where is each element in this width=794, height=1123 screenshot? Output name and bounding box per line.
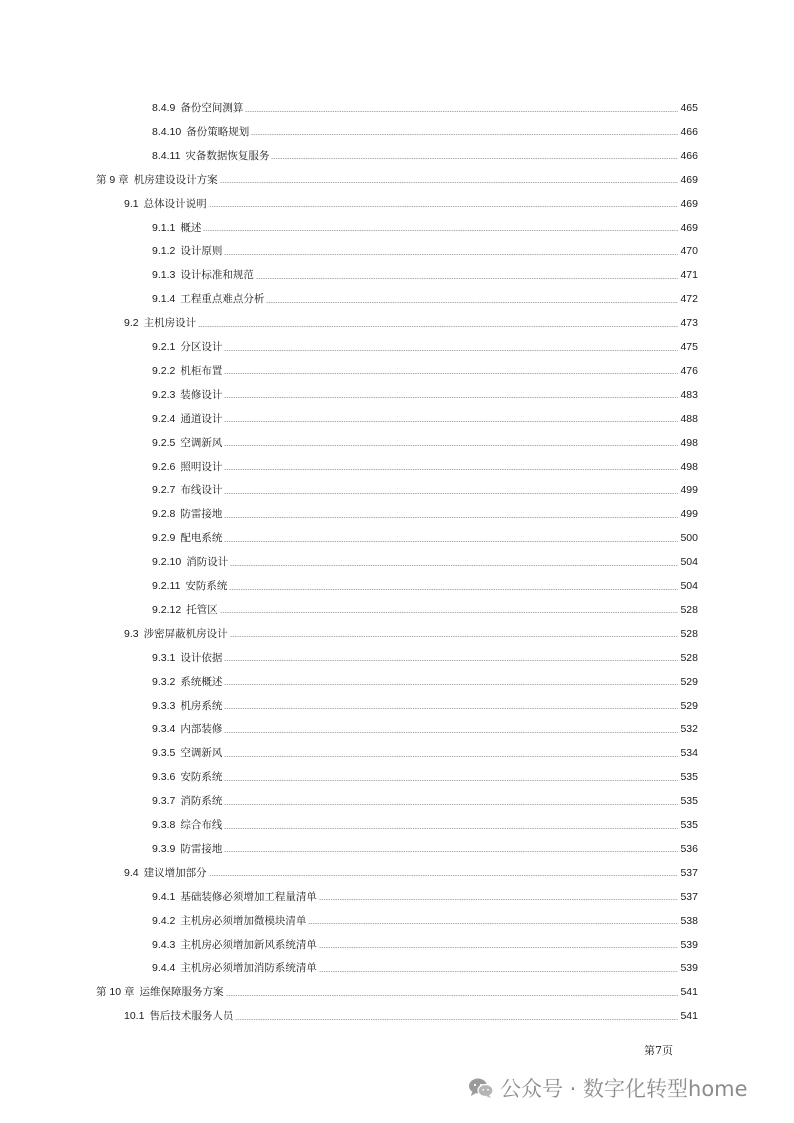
toc-entry-number: 9.3.2: [152, 675, 176, 688]
toc-entry-title: 布线设计: [180, 484, 223, 497]
toc-entry-page: 488: [680, 412, 698, 425]
toc-entry[interactable]: [152, 387, 698, 403]
toc-entry-title: 安防系统: [180, 771, 223, 784]
toc-entry-number: 9.2.3: [152, 388, 176, 401]
toc-entry-page: 536: [680, 842, 698, 855]
toc-entry-page: 539: [680, 938, 698, 951]
toc-entry-number: 9.3.7: [152, 795, 176, 808]
toc-entry[interactable]: [152, 124, 698, 140]
dot-leader: [224, 350, 678, 351]
toc-entry[interactable]: [152, 913, 698, 929]
dot-leader: [224, 828, 678, 829]
toc-entry-title: 涉密屏蔽机房设计: [143, 627, 228, 640]
toc-entry-page: 528: [680, 627, 698, 640]
dot-leader: [220, 612, 679, 613]
toc-entry-number: 9.2.1: [152, 341, 176, 353]
dot-leader: [319, 899, 679, 900]
toc-entry-page: 498: [680, 436, 698, 449]
dot-leader: [224, 756, 678, 757]
toc-entry-title: 防雷接地: [180, 508, 223, 521]
toc-entry[interactable]: [152, 291, 698, 307]
toc-entry-title: 基础装修必须增加工程量清单: [180, 890, 317, 903]
toc-entry-page: 476: [680, 364, 698, 377]
toc-entry[interactable]: [152, 363, 698, 379]
toc-entry-title: 总体设计说明: [143, 197, 207, 210]
toc-entry[interactable]: [96, 984, 698, 1000]
toc-entry-title: 备份策略规划: [186, 125, 250, 138]
toc-entry-page: 470: [680, 245, 698, 258]
dot-leader: [224, 684, 678, 685]
dot-leader: [224, 660, 678, 661]
dot-leader: [224, 469, 678, 470]
toc-entry[interactable]: [152, 602, 698, 618]
dot-leader: [224, 780, 678, 781]
toc-entry-number: 9.4: [124, 866, 139, 879]
toc-entry-title: 机房建设设计方案: [133, 173, 218, 186]
toc-entry-title: 空调新风: [180, 436, 223, 449]
toc-entry[interactable]: [152, 745, 698, 761]
toc-entry-title: 运维保障服务方案: [139, 986, 224, 999]
toc-entry-title: 工程重点难点分析: [180, 293, 265, 306]
dot-leader: [220, 182, 679, 183]
toc-entry-title: 空调新风: [180, 747, 223, 760]
toc-entry[interactable]: [152, 482, 698, 498]
toc-entry-number: 9.1.3: [152, 269, 176, 282]
dot-leader: [226, 995, 679, 996]
toc-entry-page: 471: [680, 269, 698, 282]
toc-entry-title: 机柜布置: [180, 364, 223, 377]
toc-entry-page: 535: [680, 819, 698, 831]
toc-entry-title: 安防系统: [185, 580, 228, 592]
toc-entry-number: 9.3.5: [152, 747, 176, 760]
toc-entry-number: 8.4.10: [152, 125, 182, 138]
toc-entry-number: 9.2.4: [152, 412, 176, 425]
dot-leader: [209, 206, 679, 207]
toc-entry-page: 504: [680, 580, 698, 592]
toc-entry-title: 设计原则: [180, 245, 223, 258]
toc-entry-number: 9.3.6: [152, 771, 176, 784]
watermark-text: 公众号 · 数字化转型home: [500, 1077, 748, 1101]
toc-entry[interactable]: [124, 1008, 698, 1024]
toc-entry-title: 消防设计: [186, 556, 229, 569]
toc-entry-title: 售后技术服务人员: [149, 1010, 234, 1023]
dot-leader: [224, 804, 678, 805]
toc-entry-number: 9.2.5: [152, 436, 176, 449]
toc-entry[interactable]: [152, 960, 698, 976]
toc-entry-page: 500: [680, 532, 698, 545]
toc-entry-page: 534: [680, 747, 698, 760]
toc-entry-number: 第 9 章: [96, 173, 129, 186]
toc-entry[interactable]: [152, 793, 698, 809]
toc-entry-page: 465: [680, 102, 698, 114]
toc-entry[interactable]: [152, 243, 698, 259]
toc-entry-number: 9.2.9: [152, 532, 176, 545]
toc-entry-number: 9.2.12: [152, 603, 182, 616]
toc-entry-page: 469: [680, 173, 698, 186]
toc-entry-number: 9.3.9: [152, 842, 176, 855]
dot-leader: [224, 254, 678, 255]
dot-leader: [224, 517, 678, 518]
page-number: 第7页: [644, 1044, 673, 1057]
toc-entry-page: 537: [680, 890, 698, 903]
toc-entry-page: 469: [680, 197, 698, 210]
toc-entry-title: 配电系统: [180, 532, 223, 545]
toc-entry[interactable]: [152, 650, 698, 666]
toc-entry-title: 系统概述: [180, 675, 223, 688]
toc-entry-number: 9.2.7: [152, 484, 176, 497]
toc-entry-title: 照明设计: [180, 460, 223, 473]
toc-entry[interactable]: [152, 267, 698, 283]
toc-entry-title: 通道设计: [180, 412, 223, 425]
toc-entry[interactable]: [124, 626, 698, 642]
toc-entry-number: 9.2.11: [152, 580, 181, 592]
toc-entry-title: 主机房必须增加消防系统清单: [180, 962, 317, 975]
toc-entry[interactable]: [152, 721, 698, 737]
toc-entry-title: 主机房设计: [143, 317, 197, 330]
toc-entry-page: 539: [680, 962, 698, 975]
toc-entry-number: 9.2.10: [152, 556, 182, 569]
dot-leader: [224, 421, 678, 422]
dot-leader: [319, 971, 679, 972]
toc-entry-title: 设计依据: [180, 651, 223, 664]
dot-leader: [224, 493, 678, 494]
toc-entry[interactable]: [96, 172, 698, 188]
toc-entry[interactable]: [124, 196, 698, 212]
toc-entry[interactable]: [152, 841, 698, 857]
toc-entry-number: 9.3: [124, 627, 139, 640]
dot-leader: [203, 230, 678, 231]
toc-entry-title: 托管区: [186, 603, 218, 616]
dot-leader: [224, 708, 678, 709]
toc-entry-page: 532: [680, 723, 698, 736]
toc-entry-page: 498: [680, 460, 698, 473]
toc-entry[interactable]: [152, 220, 698, 236]
toc-entry-number: 9.4.2: [152, 914, 176, 927]
dot-leader: [256, 278, 679, 279]
toc-entry-page: 472: [680, 293, 698, 306]
toc-entry-title: 防雷接地: [180, 842, 223, 855]
toc-entry[interactable]: [152, 889, 698, 905]
toc-entry-number: 8.4.9: [152, 102, 176, 114]
toc-entry-page: 469: [680, 221, 698, 234]
toc-entry-number: 9.4.4: [152, 962, 176, 975]
toc-entry-number: 9.1.2: [152, 245, 176, 258]
wechat-icon: [468, 1077, 494, 1099]
toc-entry[interactable]: [152, 506, 698, 522]
dot-leader: [230, 636, 679, 637]
toc-entry-page: 529: [680, 699, 698, 712]
toc-entry-number: 9.3.4: [152, 723, 176, 736]
toc-entry[interactable]: [124, 865, 698, 881]
toc-entry-page: 504: [680, 556, 698, 569]
dot-leader: [198, 326, 678, 327]
dot-leader: [229, 589, 678, 590]
toc-entry-page: 529: [680, 675, 698, 688]
toc-entry-page: 473: [680, 317, 698, 330]
toc-entry-number: 9.3.1: [152, 651, 176, 664]
toc-entry-title: 机房系统: [180, 699, 223, 712]
dot-leader: [224, 397, 678, 398]
dot-leader: [224, 373, 678, 374]
watermark: [468, 1073, 748, 1103]
toc-entry[interactable]: [152, 554, 698, 570]
toc-entry-title: 分区设计: [180, 341, 223, 353]
toc-entry-number: 9.4.1: [152, 890, 176, 903]
dot-leader: [235, 1019, 678, 1020]
toc-entry-title: 内部装修: [180, 723, 223, 736]
toc-entry[interactable]: [152, 339, 698, 355]
toc-entry-title: 概述: [180, 221, 202, 234]
toc-entry-title: 装修设计: [180, 388, 223, 401]
toc-entry[interactable]: [152, 674, 698, 690]
toc-entry-number: 9.4.3: [152, 938, 176, 951]
toc-entry-number: 8.4.11: [152, 149, 181, 162]
toc-entry-number: 9.2: [124, 317, 139, 330]
dot-leader: [308, 923, 678, 924]
dot-leader: [224, 851, 678, 852]
toc-entry[interactable]: [152, 937, 698, 953]
toc-entry-page: 483: [680, 388, 698, 401]
toc-entry-page: 535: [680, 795, 698, 808]
dot-leader: [266, 302, 678, 303]
toc-entry-number: 9.3.3: [152, 699, 176, 712]
toc-entry-number: 9.2.8: [152, 508, 176, 521]
toc-entry-page: 528: [680, 603, 698, 616]
toc-entry-title: 灾备数据恢复服务: [185, 149, 270, 162]
toc-entry[interactable]: [152, 411, 698, 427]
toc-entry[interactable]: [124, 315, 698, 331]
toc-entry[interactable]: [152, 530, 698, 546]
toc-entry-page: 499: [680, 508, 698, 521]
dot-leader: [245, 111, 678, 112]
dot-leader: [271, 158, 678, 159]
dot-leader: [230, 565, 678, 566]
toc-entry[interactable]: [152, 769, 698, 785]
toc-entry-page: 537: [680, 866, 698, 879]
toc-entry-number: 9.1: [124, 197, 139, 210]
toc-entry-number: 9.2.2: [152, 364, 176, 377]
toc-entry-page: 541: [680, 986, 698, 999]
toc-entry-page: 541: [680, 1010, 698, 1023]
toc-entry-number: 9.2.6: [152, 460, 176, 473]
toc-entry-page: 466: [680, 125, 698, 138]
dot-leader: [319, 947, 679, 948]
toc-entry[interactable]: [152, 698, 698, 714]
toc-entry-title: 主机房必须增加微模块清单: [180, 914, 307, 927]
toc-entry[interactable]: [152, 817, 698, 833]
dot-leader: [224, 732, 678, 733]
toc-entry-page: 528: [680, 651, 698, 664]
toc-entry-number: 9.1.1: [152, 221, 176, 234]
toc-entry[interactable]: [152, 100, 698, 116]
toc-entry[interactable]: [152, 148, 698, 164]
toc-entry-title: 综合布线: [180, 819, 223, 831]
toc-entry-number: 第 10 章: [96, 986, 135, 999]
toc-entry[interactable]: [152, 459, 698, 475]
toc-entry-title: 主机房必须增加新风系统清单: [180, 938, 317, 951]
toc-entry-page: 538: [680, 914, 698, 927]
toc-entry-page: 499: [680, 484, 698, 497]
toc-entry-page: 535: [680, 771, 698, 784]
toc-entry-number: 10.1: [124, 1010, 145, 1023]
toc-entry-title: 建议增加部分: [143, 866, 207, 879]
toc-entry-title: 消防系统: [180, 795, 223, 808]
toc-entry-number: 9.1.4: [152, 293, 176, 306]
dot-leader: [251, 134, 678, 135]
dot-leader: [209, 875, 679, 876]
toc-entry-page: 466: [680, 149, 698, 162]
dot-leader: [224, 541, 678, 542]
toc-entry-title: 设计标准和规范: [180, 269, 254, 282]
toc-entry-title: 备份空间测算: [180, 102, 244, 114]
toc-entry[interactable]: [152, 578, 698, 594]
dot-leader: [224, 445, 678, 446]
toc-entry-number: 9.3.8: [152, 819, 176, 831]
toc-entry[interactable]: [152, 435, 698, 451]
toc-entry-page: 475: [680, 341, 698, 353]
